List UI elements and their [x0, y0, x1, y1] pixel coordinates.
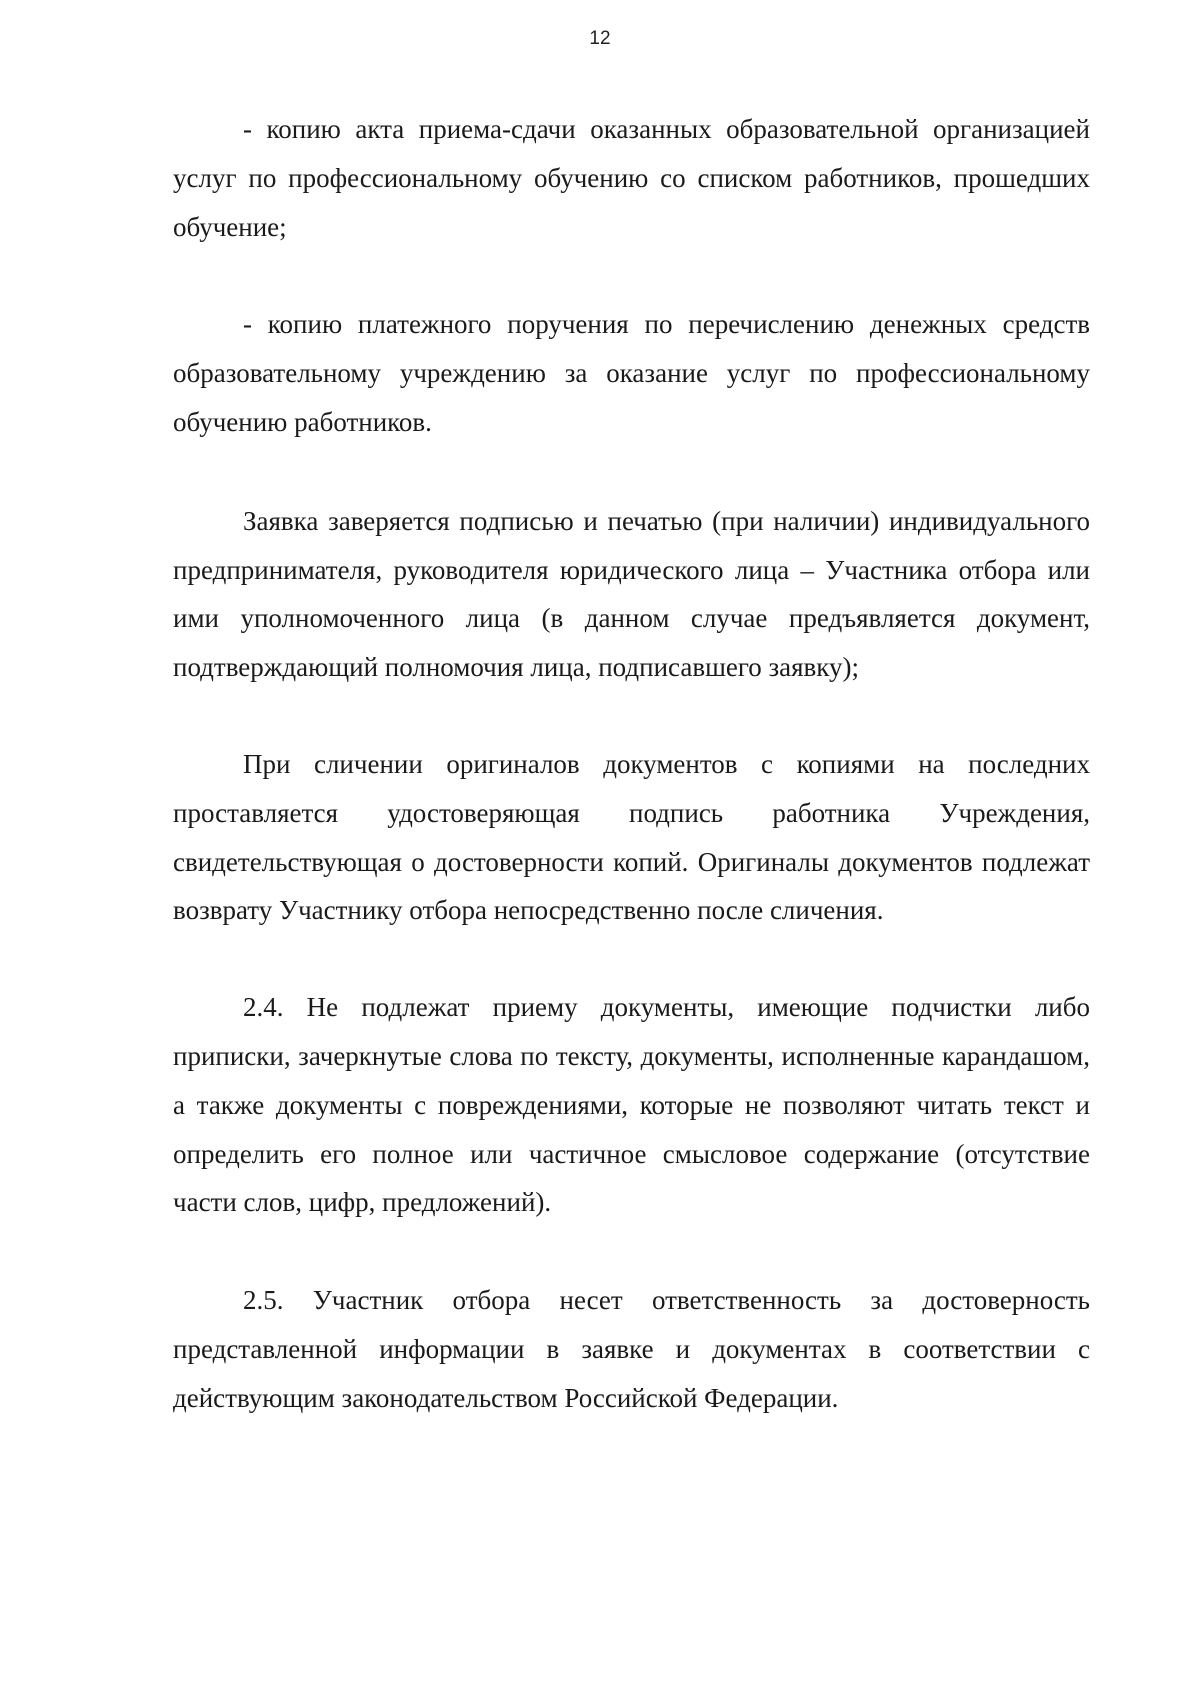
- paragraph-act-copy: - копию акта приема-сдачи оказанных образовательной организацией услуг по профессиональному обучению со списком работников, прошедших обучение;: [173, 114, 1090, 242]
- paragraph-application-certification: Заявка заверяется подписью и печатью (при наличии) индивидуального предпринимателя, руководителя юридического лица – Участника отбора или ими уполномоченного лица (в данном случае предъявляется документ, подтверждающий полномочия лица, подписавшего заявку);: [173, 505, 1090, 683]
- paragraph-section-2-4: 2.4. Не подлежат приему документы, имеющие подчистки либо приписки, зачеркнутые слова по тексту, документы, исполненные карандашом, а также документы с повреждениями, которые не позволяют читать текст и определить его полное или частичное смысловое содержание (отсутствие части слов, цифр, предложений).: [173, 992, 1090, 1218]
- page-number: 12: [589, 28, 611, 49]
- paragraph-payment-order-copy: - копию платежного поручения по перечислению денежных средств образовательному учреждению за оказание услуг по профессиональному обучению работников.: [173, 309, 1090, 437]
- document-body: [173, 105, 1090, 1423]
- paragraph-document-verification: При сличении оригиналов документов с копиями на последних проставляется удостоверяющая подпись работника Учреждения, свидетельствующая о достоверности копий. Оригиналы документов подлежат возврату Участнику отбора непосредственно после сличения.: [173, 748, 1090, 926]
- paragraph-section-2-5: 2.5. Участник отбора несет ответственность за достоверность представленной информации в заявке и документах в соответствии с действующим законодательством Российской Федерации.: [173, 1285, 1090, 1413]
